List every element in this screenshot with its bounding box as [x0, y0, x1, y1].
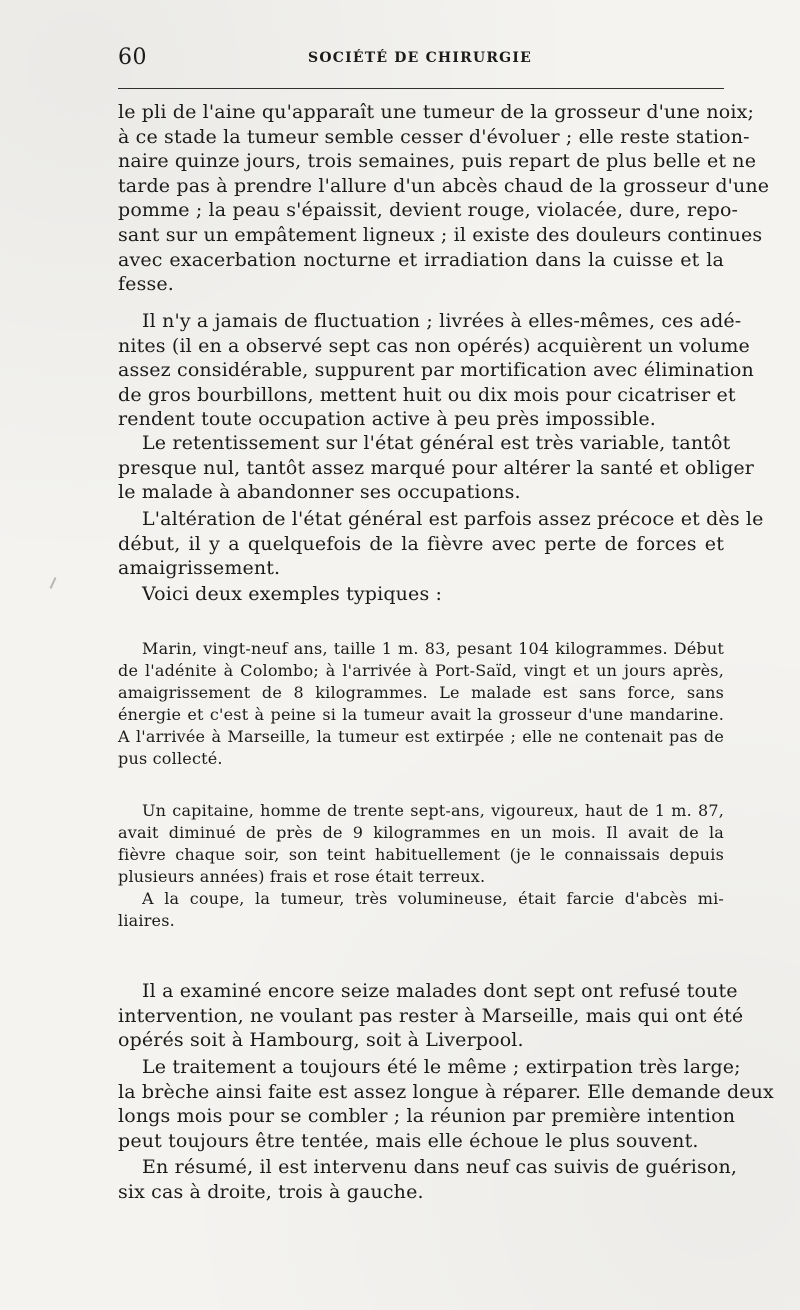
text-line: naire quinze jours, trois semaines, puis repart de plus belle et ne: [118, 150, 757, 173]
running-head: SOCIÉTÉ DE CHIRURGIE: [308, 50, 532, 66]
closing-paragraph-2: [118, 1055, 774, 1153]
text-line: assez considérable, suppurent par mortification avec élimination: [118, 359, 754, 382]
text-line: Il n'y a jamais de fluctuation ; livrées à elles-mêmes, ces adé-: [142, 310, 742, 332]
text-line: rendent toute occupation active à peu près impossible.: [118, 408, 656, 431]
text-line: liaires.: [118, 911, 175, 930]
paragraph-1: [118, 100, 770, 297]
case-2: [118, 800, 724, 932]
text-line: Il a examiné encore seize malades dont sept ont refusé toute: [142, 980, 738, 1002]
paragraph-4: [118, 507, 764, 581]
text-line: de gros bourbillons, mettent huit ou dix mois pour cicatriser et: [118, 383, 736, 406]
paragraph-3: [118, 431, 755, 505]
text-line: intervention, ne voulant pas rester à Marseille, mais qui ont été: [118, 1004, 744, 1027]
text-line: amaigrissement de 8 kilogrammes. Le malade est sans force, sans: [118, 683, 724, 702]
text-line: presque nul, tantôt assez marqué pour altérer la santé et obliger: [118, 456, 755, 479]
text-line: de l'adénite à Colombo; à l'arrivée à Port-Saïd, vingt et un jours après,: [118, 661, 724, 680]
text-line: fesse.: [118, 273, 174, 296]
text-line: A la coupe, la tumeur, très volumineuse, était farcie d'abcès mi-: [142, 889, 724, 908]
text-line: nites (il en a observé sept cas non opérés) acquièrent un volume: [118, 334, 750, 357]
paragraph-5: [118, 582, 724, 607]
page-number: 60: [118, 45, 147, 70]
text-line: début, il y a quelquefois de la fièvre avec perte de forces et: [118, 532, 724, 555]
text-line: opérés soit à Hambourg, soit à Liverpool.: [118, 1029, 524, 1052]
paragraph-2: [118, 309, 754, 432]
text-line: En résumé, il est intervenu dans neuf cas suivis de guérison,: [142, 1156, 738, 1178]
text-line: Voici deux exemples typiques :: [142, 583, 443, 605]
closing-paragraph-3: [118, 1155, 738, 1204]
text-line: le pli de l'aine qu'apparaît une tumeur de la grosseur d'une noix;: [118, 101, 754, 123]
text-line: plusieurs années) frais et rose était terreux.: [118, 867, 486, 886]
text-line: énergie et c'est à peine si la tumeur avait la grosseur d'une mandarine.: [118, 705, 724, 724]
text-line: avait diminué de près de 9 kilogrammes en un mois. Il avait de la: [118, 823, 724, 842]
text-line: fièvre chaque soir, son teint habituellement (je le connaissais depuis: [118, 845, 724, 864]
text-line: Marin, vingt-neuf ans, taille 1 m. 83, pesant 104 kilogrammes. Début: [142, 639, 724, 658]
text-line: peut toujours être tentée, mais elle échoue le plus souvent.: [118, 1129, 699, 1152]
text-line: Le traitement a toujours été le même ; extirpation très large;: [142, 1056, 741, 1078]
text-line: amaigrissement.: [118, 557, 281, 580]
text-line: le malade à abandonner ses occupations.: [118, 481, 521, 504]
margin-mark: [50, 577, 57, 589]
case-1: [118, 638, 724, 770]
text-line: longs mois pour se combler ; la réunion par première intention: [118, 1105, 736, 1128]
text-line: tarde pas à prendre l'allure d'un abcès chaud de la grosseur d'une: [118, 174, 770, 197]
text-line: L'altération de l'état général est parfois assez précoce et dès le: [142, 508, 764, 530]
text-line: Le retentissement sur l'état général est très variable, tantôt: [142, 432, 731, 454]
text-line: pus collecté.: [118, 749, 223, 768]
text-line: six cas à droite, trois à gauche.: [118, 1180, 424, 1203]
text-line: sant sur un empâtement ligneux ; il existe des douleurs continues: [118, 223, 763, 246]
header-rule: [118, 88, 724, 89]
text-line: à ce stade la tumeur semble cesser d'évoluer ; elle reste station-: [118, 125, 750, 148]
text-line: Un capitaine, homme de trente sept-ans, vigoureux, haut de 1 m. 87,: [142, 801, 724, 820]
text-line: la brèche ainsi faite est assez longue à réparer. Elle demande deux: [118, 1080, 774, 1103]
text-line: avec exacerbation nocturne et irradiation dans la cuisse et la: [118, 248, 724, 271]
text-line: pomme ; la peau s'épaissit, devient rouge, violacée, dure, repo-: [118, 199, 739, 222]
closing-paragraph-1: [118, 979, 744, 1053]
text-line: A l'arrivée à Marseille, la tumeur est extirpée ; elle ne contenait pas de: [118, 727, 724, 746]
page-header: [118, 44, 722, 72]
